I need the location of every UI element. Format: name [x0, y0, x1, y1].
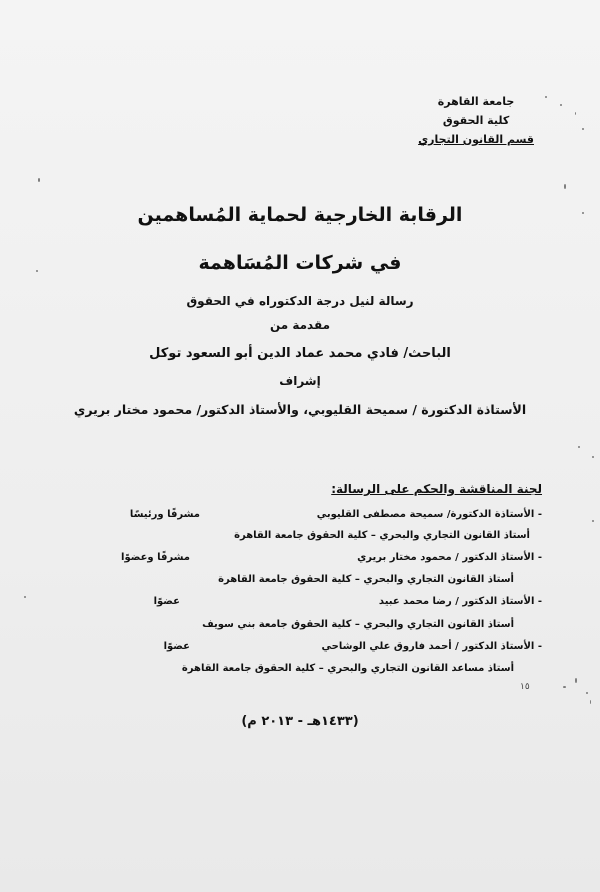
committee-member-affiliation: أستاذ القانون التجاري والبحري – كلية الحقوق جامعة بني سويف [202, 619, 514, 630]
thesis-title-line1: الرقابة الخارجية لحماية المُساهمين [137, 204, 463, 226]
thesis-date: (١٤٣٣هـ - ٢٠١٣ م) [241, 714, 359, 729]
scan-speck [592, 520, 594, 522]
supervision-label: إشراف [279, 374, 321, 388]
supervisors-line: الأستاذة الدكتورة / سميحة القليوبي، والأستاذ الدكتور/ محمود مختار بريري [73, 402, 527, 417]
committee-member-role: عضوًا [153, 596, 180, 607]
committee-member-name: - الأستاذة الدكتورة/ سميحة مصطفى القليوبي [316, 509, 542, 520]
committee-title: لجنة المناقشة والحكم على الرسالة: [331, 482, 542, 496]
department-name: قسم القانون التجاري [418, 133, 534, 146]
scan-speck [545, 96, 547, 98]
committee-member-name: - الأستاذ الدكتور / محمود مختار بريري [357, 552, 542, 563]
university-name: جامعة القاهرة [437, 95, 515, 108]
scan-speck [560, 104, 562, 106]
committee-member-role: مشرفًا وعضوًا [121, 552, 190, 563]
scan-speck [582, 128, 584, 130]
presented-by-label: مقدمة من [269, 318, 331, 332]
faculty-name: كلية الحقوق [442, 114, 510, 127]
scan-speck [575, 678, 577, 683]
thesis-purpose: رسالة لنيل درجة الدكتوراه في الحقوق [186, 294, 414, 308]
committee-member-affiliation: أستاذ القانون التجاري والبحري – كلية الحقوق جامعة القاهرة [234, 530, 530, 541]
scan-speck [586, 692, 588, 694]
committee-member-name: - الأستاذ الدكتور / أحمد فاروق علي الوشاحي [321, 641, 542, 652]
committee-member-role: مشرفًا ورئيسًا [129, 509, 200, 520]
committee-member-role: عضوًا [163, 641, 190, 652]
institution-header [418, 92, 534, 149]
thesis-title-line2: في شركات المُسَاهمة [198, 252, 402, 274]
scan-speck [563, 686, 566, 688]
scan-speck [592, 456, 594, 458]
scan-speck [38, 178, 40, 182]
scan-speck [578, 446, 580, 448]
scan-speck [24, 596, 26, 598]
committee-member-name: - الأستاذ الدكتور / رضا محمد عبيد [378, 596, 542, 607]
researcher-name: الباحث/ فادي محمد عماد الدين أبو السعود توكل [149, 346, 451, 361]
scan-speck [575, 112, 576, 115]
committee-member-affiliation: أستاذ القانون التجاري والبحري – كلية الحقوق جامعة القاهرة [218, 574, 514, 585]
scan-speck [564, 184, 566, 189]
margin-note: ١٥ [520, 682, 530, 692]
committee-member-affiliation: أستاذ مساعد القانون التجاري والبحري – كلية الحقوق جامعة القاهرة [181, 663, 514, 674]
scan-speck [590, 700, 591, 704]
